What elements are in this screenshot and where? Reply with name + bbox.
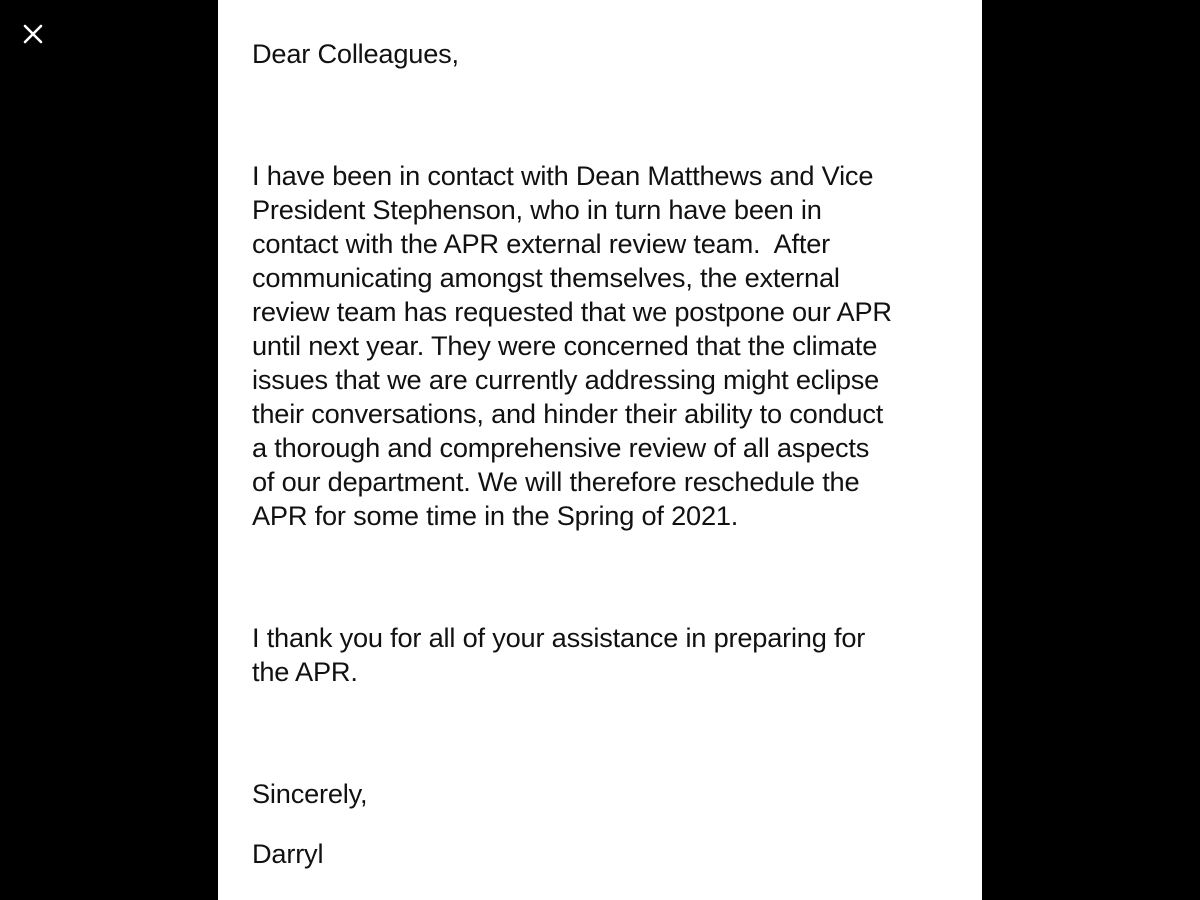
letter-signature: Darryl — [252, 838, 324, 869]
paragraph-line: a thorough and comprehensive review of all aspects — [252, 432, 870, 463]
paragraph-line: review team has requested that we postpone our APR — [252, 296, 892, 327]
letter-greeting: Dear Colleagues, — [252, 38, 459, 69]
letter-page — [218, 0, 982, 900]
paragraph-line: APR for some time in the Spring of 2021. — [252, 500, 739, 531]
close-icon — [22, 23, 44, 45]
paragraph-line: I thank you for all of your assistance in preparing for — [252, 622, 866, 653]
paragraph-line: issues that we are currently addressing might eclipse — [252, 364, 880, 395]
paragraph-line: contact with the APR external review team. After — [252, 228, 831, 259]
paragraph-line: until next year. They were concerned that the climate — [252, 330, 878, 361]
paragraph-line: President Stephenson, who in turn have been in — [252, 194, 822, 225]
letter-closing: Sincerely, — [252, 778, 368, 809]
letter-body — [252, 37, 972, 871]
letter-paragraph-2 — [252, 621, 972, 689]
paragraph-line: I have been in contact with Dean Matthews and Vice — [252, 160, 874, 191]
paragraph-line: of our department. We will therefore reschedule the — [252, 466, 860, 497]
close-button[interactable] — [16, 17, 50, 51]
paragraph-line: the APR. — [252, 656, 358, 687]
paragraph-line: communicating amongst themselves, the external — [252, 262, 840, 293]
paragraph-line: their conversations, and hinder their ability to conduct — [252, 398, 884, 429]
letter-paragraph-1 — [252, 159, 972, 533]
